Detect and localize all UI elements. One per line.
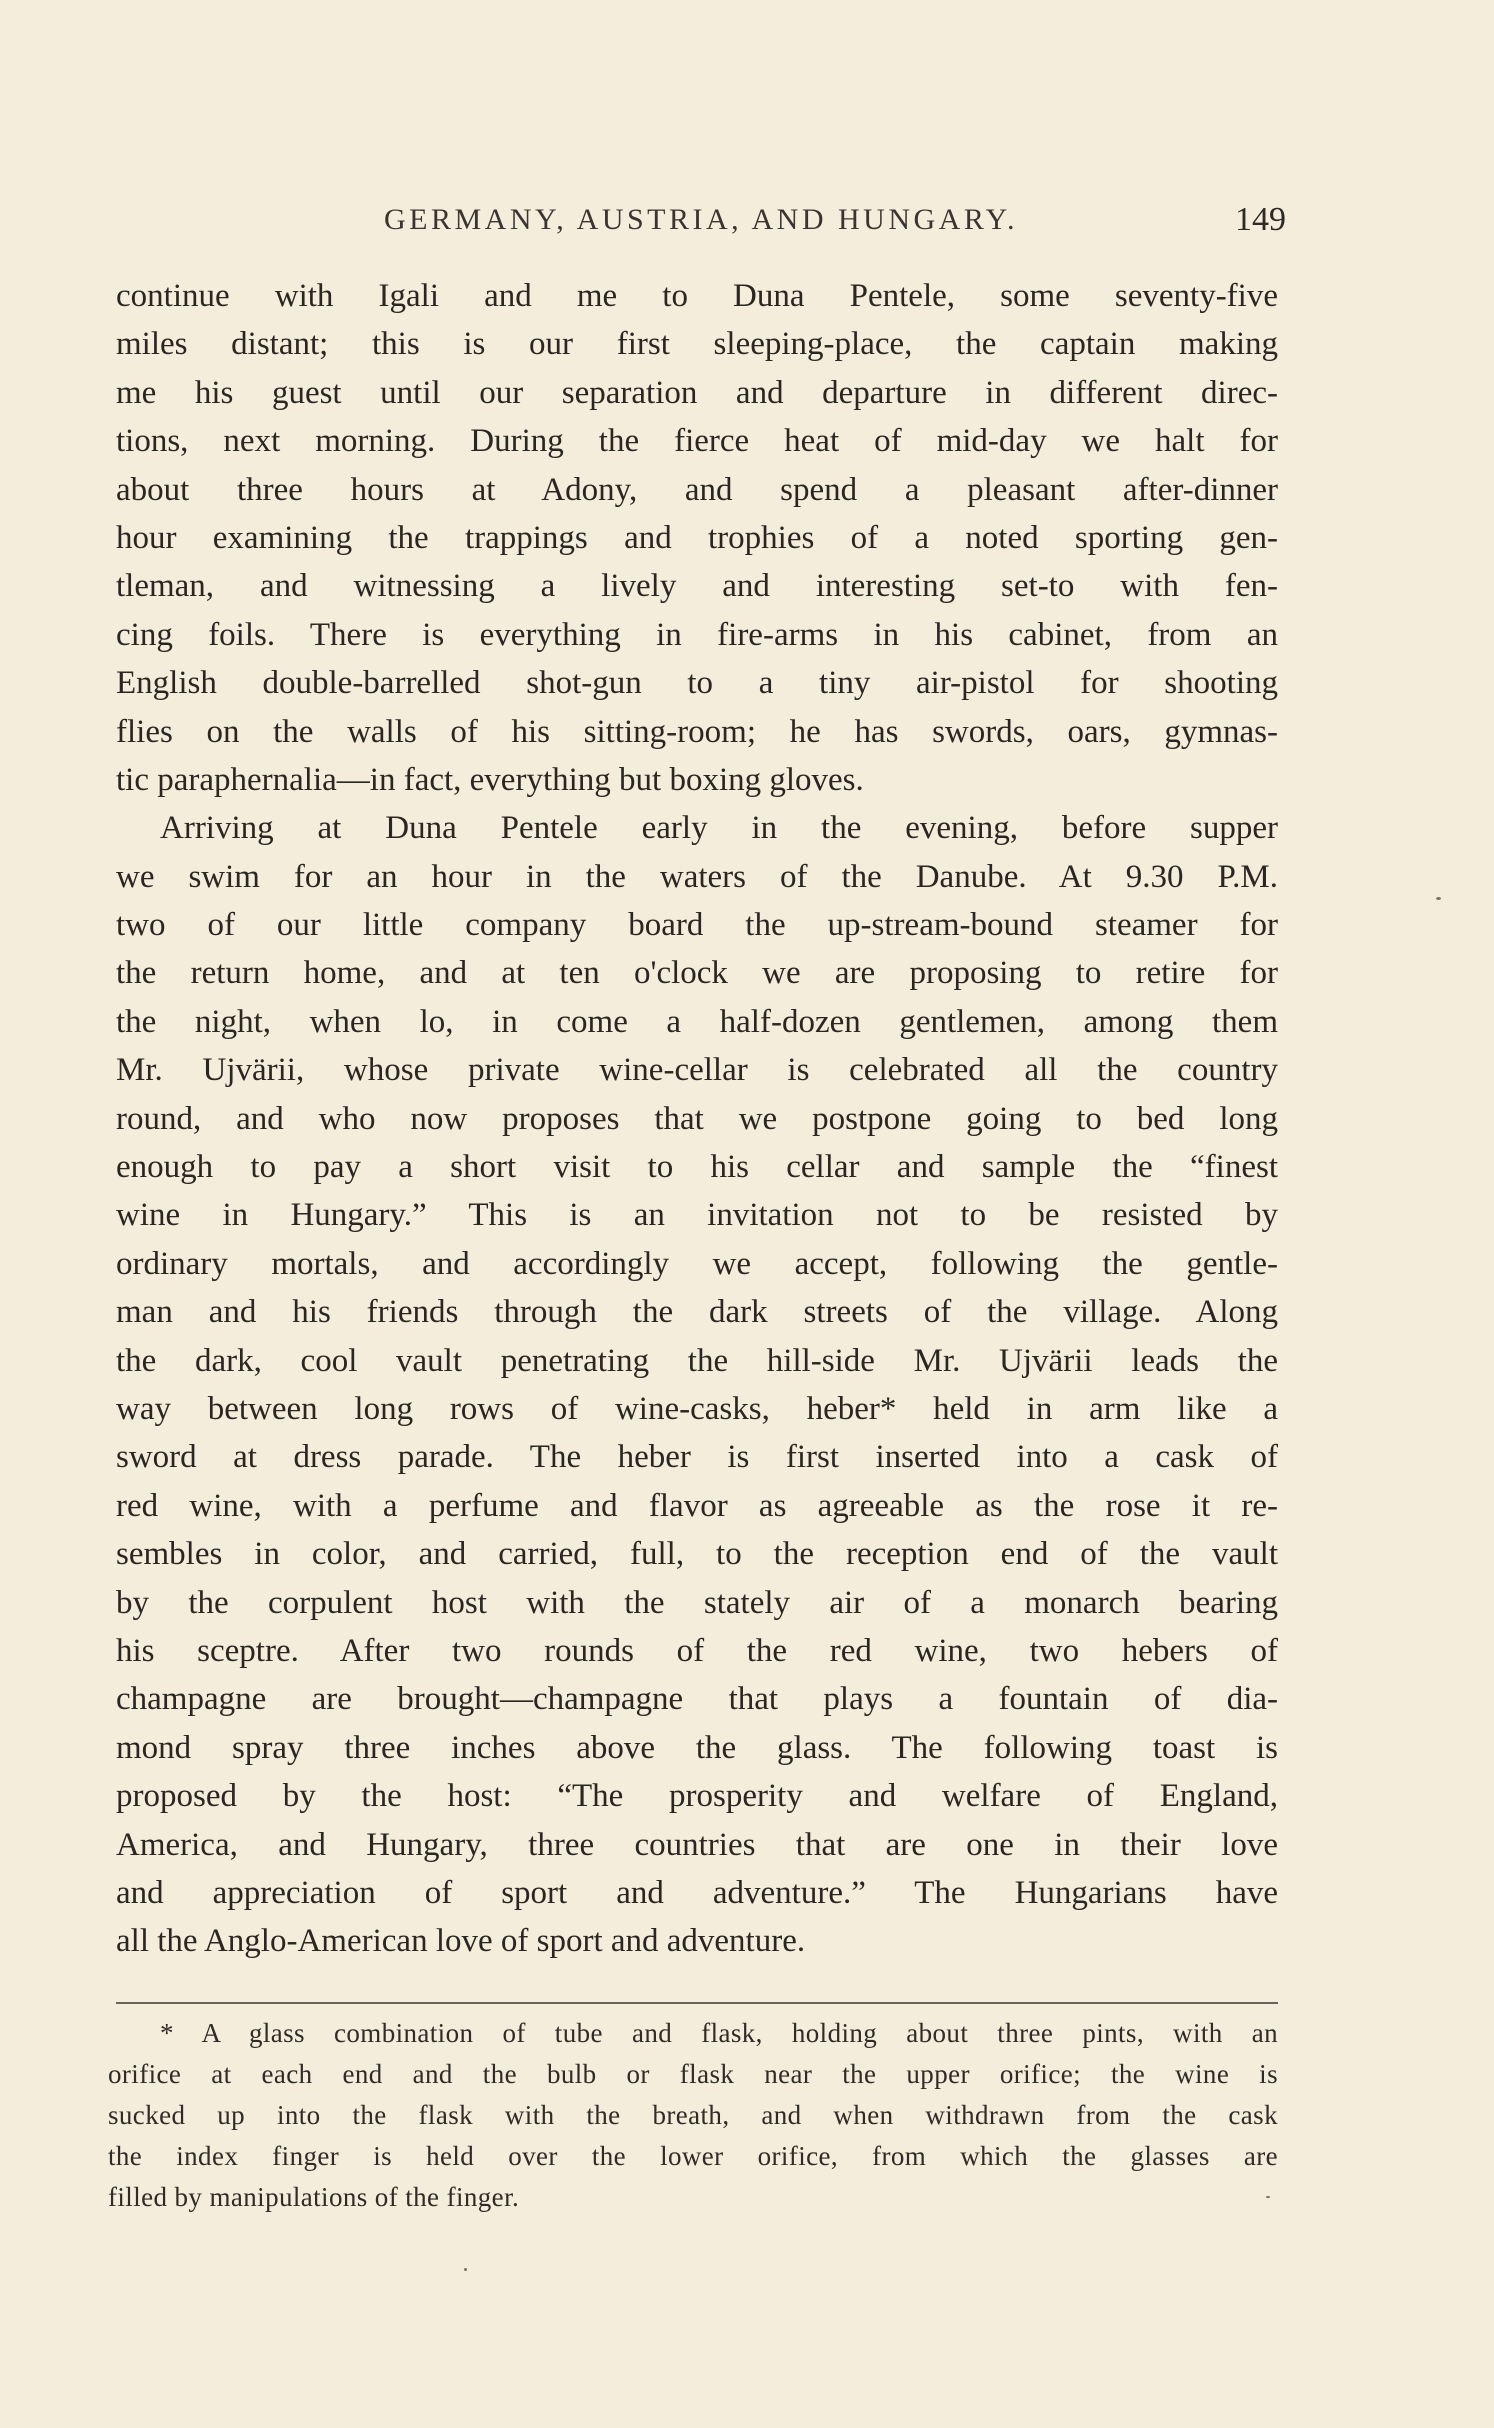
running-title: GERMANY, AUSTRIA, AND HUNGARY. [384, 203, 1018, 236]
text-line: sword at dress parade. The heber is first inserted into a cask of [116, 1439, 1278, 1476]
running-head [116, 196, 1286, 244]
footnote-line: orifice at each end and the bulb or flask near the upper orifice; the wine is [108, 2059, 1278, 2089]
text-line: tions, next morning. During the fierce heat of mid-day we halt for [116, 423, 1278, 460]
footnote [108, 2013, 1278, 2218]
text-line: man and his friends through the dark streets of the village. Along [116, 1294, 1278, 1331]
text-line: mond spray three inches above the glass. The following toast is [116, 1729, 1278, 1766]
text-line: and appreciation of sport and adventure.” The Hungarians have [116, 1874, 1278, 1911]
text-line: English double-barrelled shot-gun to a tiny air-pistol for shooting [116, 665, 1278, 702]
text-line: sembles in color, and carried, full, to the reception end of the vault [116, 1536, 1278, 1573]
text-line: the dark, cool vault penetrating the hill-side Mr. Ujvärii leads the [116, 1342, 1278, 1379]
text-line: all the Anglo-American love of sport and adventure. [116, 1923, 806, 1960]
paper-speck [1266, 2196, 1270, 2198]
body-text [116, 272, 1278, 1966]
text-line: the night, when lo, in come a half-dozen gentlemen, among them [116, 1003, 1278, 1040]
text-line: tleman, and witnessing a lively and interesting set-to with fen- [116, 568, 1278, 605]
footnote-line: filled by manipulations of the finger. [108, 2182, 520, 2212]
footnote-rule [116, 2002, 1278, 2004]
text-line: by the corpulent host with the stately air of a monarch bearing [116, 1584, 1278, 1621]
text-line: champagne are brought—champagne that plays a fountain of dia- [116, 1681, 1278, 1718]
text-line: hour examining the trappings and trophies of a noted sporting gen- [116, 519, 1278, 556]
paper-speck [1436, 897, 1441, 900]
paper-speck [464, 2268, 467, 2271]
text-line: two of our little company board the up-stream-bound steamer for [116, 907, 1278, 944]
page-number: 149 [1235, 201, 1286, 238]
text-line: cing foils. There is everything in fire-arms in his cabinet, from an [116, 616, 1278, 653]
text-line: his sceptre. After two rounds of the red wine, two hebers of [116, 1632, 1278, 1669]
text-line: ordinary mortals, and accordingly we accept, following the gentle- [116, 1245, 1278, 1282]
text-line: enough to pay a short visit to his cellar and sample the “finest [116, 1149, 1278, 1186]
text-line: we swim for an hour in the waters of the Danube. At 9.30 P.M. [116, 858, 1278, 895]
text-line: me his guest until our separation and departure in different direc- [116, 374, 1278, 411]
text-line: round, and who now proposes that we postpone going to bed long [116, 1100, 1278, 1137]
text-line: flies on the walls of his sitting-room; he has swords, oars, gymnas- [116, 713, 1278, 750]
text-line: Mr. Ujvärii, whose private wine-cellar is celebrated all the country [116, 1052, 1278, 1089]
text-line: wine in Hungary.” This is an invitation not to be resisted by [116, 1197, 1278, 1234]
text-line: the return home, and at ten o'clock we are proposing to retire for [116, 955, 1278, 992]
footnote-line: sucked up into the flask with the breath, and when withdrawn from the cask [108, 2100, 1278, 2130]
text-line: proposed by the host: “The prosperity and welfare of England, [116, 1778, 1278, 1815]
text-line: continue with Igali and me to Duna Pentele, some seventy-five [116, 278, 1278, 314]
text-line: about three hours at Adony, and spend a pleasant after-dinner [116, 471, 1278, 508]
text-line: tic paraphernalia—in fact, everything but boxing gloves. [116, 761, 864, 798]
footnote-line: the index finger is held over the lower orifice, from which the glasses are [108, 2141, 1278, 2171]
text-line: way between long rows of wine-casks, heber* held in arm like a [116, 1390, 1278, 1427]
text-line: Arriving at Duna Pentele early in the evening, before supper [160, 810, 1278, 847]
footnote-line: * A glass combination of tube and flask, holding about three pints, with an [160, 2018, 1278, 2048]
text-line: red wine, with a perfume and flavor as agreeable as the rose it re- [116, 1487, 1278, 1524]
text-line: America, and Hungary, three countries that are one in their love [116, 1826, 1278, 1863]
text-line: miles distant; this is our first sleeping-place, the captain making [116, 326, 1278, 363]
